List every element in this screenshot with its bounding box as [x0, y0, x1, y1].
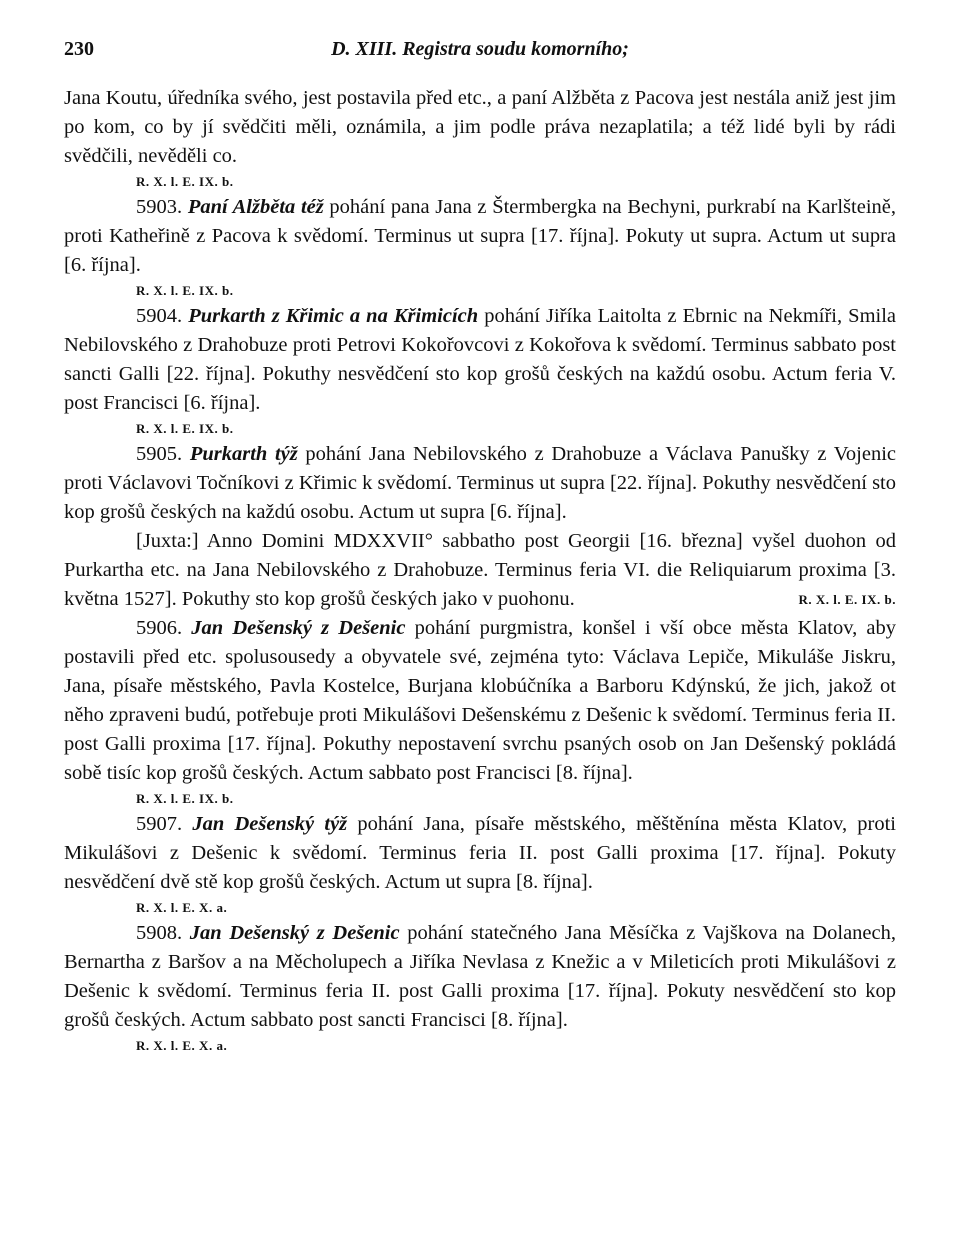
- entry-number: 5908.: [136, 922, 183, 944]
- page-header: [64, 38, 896, 68]
- archive-reference: R. X. l. E. X. a.: [136, 900, 228, 915]
- entry-name: Purkarth týž: [189, 443, 298, 465]
- archive-reference: R. X. l. E. IX. b.: [136, 421, 234, 436]
- entry-5906: [64, 614, 896, 788]
- entry-5904: [64, 302, 896, 418]
- paragraph-text: Jana Koutu, úředníka svého, jest postavila před etc., a paní Alžběta z Pacova jest nestála aniž jest jim po kom, co by jí svědčiti měli, oznámila, a jim podle práva nezaplatila; a též lidé byli by rádi svědčili, nevěděli co.: [64, 87, 896, 167]
- entry-text: pohání pana Jana z Štermbergka na Bechyni, purkrabí na Karlšteině, proti Katheřině z Pacova k svědomí. Terminus ut supra [17. října]. Pokuty ut supra. Actum ut supra [6. října].: [64, 196, 897, 276]
- entry-number: 5904.: [136, 305, 183, 327]
- entry-number: 5906.: [136, 617, 183, 639]
- archive-reference: R. X. l. E. IX. b.: [136, 791, 234, 806]
- entry-5905: [64, 440, 896, 527]
- entry-name: Purkarth z Křimic a na Křimicích: [188, 305, 479, 327]
- entry-name: Jan Dešenský týž: [192, 813, 348, 835]
- archive-reference: R. X. l. E. IX. b.: [136, 174, 234, 189]
- page-number: 230: [64, 38, 94, 60]
- juxta-note: [64, 527, 896, 614]
- archive-reference: R. X. l. E. IX. b.: [798, 592, 896, 607]
- archive-reference: R. X. l. E. X. a.: [136, 1038, 228, 1053]
- entry-number: 5903.: [136, 196, 183, 218]
- archive-reference: R. X. l. E. IX. b.: [136, 283, 234, 298]
- entry-text: pohání Jana Nebilovského z Drahobuze a Václava Panušky z Vojenic proti Václavovi Točníkovi z Křimic k svědomí. Terminus ut supra [22. října]. Pokuthy nesvědčení sto kop grošů českých na každú osobu. Actum ut supra [6. října].: [64, 443, 897, 523]
- running-title: D. XIII. Registra soudu komorního;: [331, 38, 629, 60]
- entry-text: [Juxta:] Anno Domini MDXXVII° sabbatho post Georgii [16. března] vyšel duohon od Purkartha etc. na Jana Nebilovského z Drahobuze. Terminus feria VI. die Reliquiarum proxima [3. května 1527]. Pokuthy sto kop grošů českých jako v puohonu.: [64, 530, 896, 610]
- entry-5907: [64, 810, 896, 897]
- entry-text: pohání Jiříka Laitolta z Ebrnic na Nekmíři, Smila Nebilovského z Drahobuze proti Petrovi Kokořovcovi z Kokořova k svědomí. Terminus sabbato post sancti Galli [22. října]. Pokuthy nesvědčení sto kop grošů českých na každú osobu. Actum feria V. post Francisci [6. října].: [64, 305, 897, 414]
- entry-5908: [64, 919, 896, 1035]
- entry-text: pohání Jana, písaře městského, měštěnína města Klatov, proti Mikulášovi z Dešenic k svědomí. Terminus feria II. post Galli proxima [17. října]. Pokuty nesvědčení dvě stě kop grošů českých. Actum ut supra [8. října].: [64, 813, 896, 893]
- entry-number: 5907.: [136, 813, 183, 835]
- entry-number: 5905.: [136, 443, 183, 465]
- entry-text: pohání purgmistra, konšel i vší obce města Klatov, aby postavili před etc. spolusousedy a obyvatele své, zejména tyto: Václava Lepiče, Mikuláše Jiskru, Jana, písaře městského, Pavla Kostelce, Burjana klobúčníka a Barboru Kdýnskú, že jich, jakož ot něho zpraveni budú, potřebuje proti Mikulášovi Dešenskému z Dešenic k svědomí. Terminus feria II. post Galli proxima [17. října]. Pokuthy nepostavení svrchu psaných osob on Jan Dešenský pokládá sobě tisíc kop grošů českých. Actum sabbato post Francisci [8. října].: [64, 617, 897, 784]
- entry-5903: [64, 193, 896, 280]
- document-body: [64, 84, 896, 1057]
- entry-name: Jan Dešenský z Dešenic: [191, 617, 406, 639]
- paragraph-continuation: [64, 84, 896, 171]
- entry-text: pohání statečného Jana Měsíčka z Vajškova na Dolanech, Bernartha z Baršov a na Měcholupech a Jiříka Nevlasa z Knežic a v Mileticích proti Mikulášovi z Dešenic k svědomí. Terminus feria II. post Galli proxima [17. října]. Pokuty nesvědčení sto kop grošů českých. Actum sabbato post sancti Francisci [8. října].: [64, 922, 897, 1031]
- entry-name: Paní Alžběta též: [187, 196, 324, 218]
- entry-name: Jan Dešenský z Dešenic: [189, 922, 400, 944]
